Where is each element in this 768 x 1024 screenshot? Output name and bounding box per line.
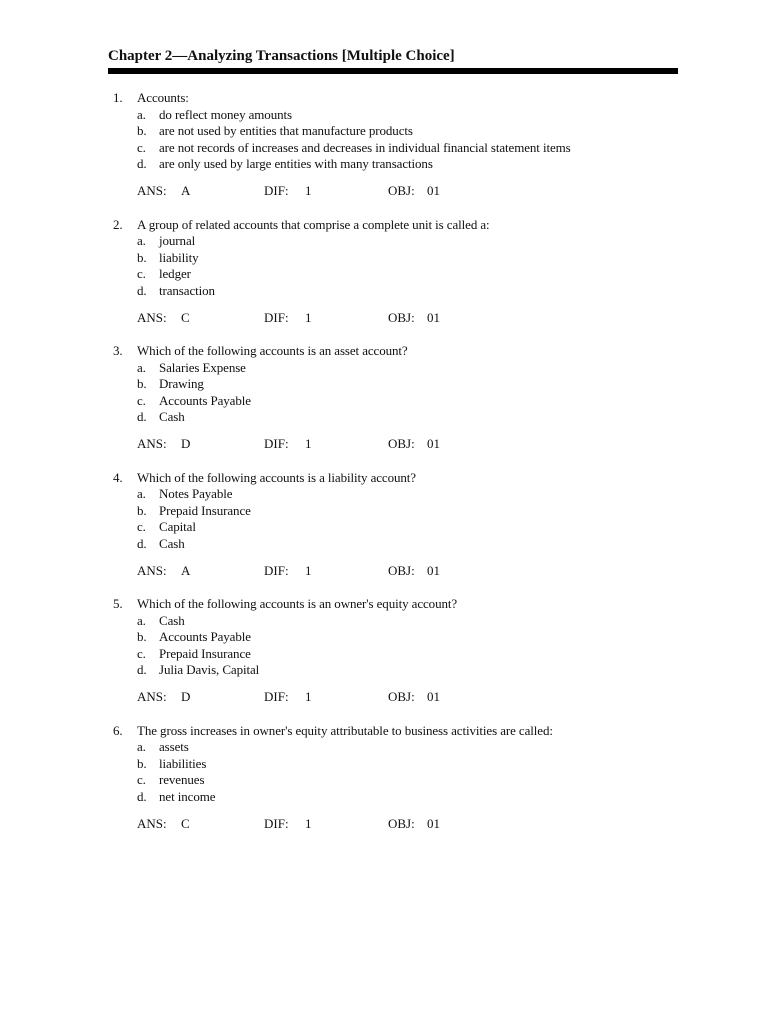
difficulty-label: DIF: <box>264 689 289 704</box>
option-text: transaction <box>159 282 215 298</box>
answer-key-row <box>137 816 657 833</box>
answer-option <box>108 283 678 300</box>
option-letter: a. <box>137 359 146 375</box>
option-letter: d. <box>137 788 147 804</box>
answer-key-row <box>137 183 657 200</box>
question-item <box>108 343 678 470</box>
option-text: Accounts Payable <box>159 629 251 644</box>
answer-label: ANS: <box>137 309 167 325</box>
answer-option <box>108 503 678 520</box>
objective-label: OBJ: <box>388 436 415 451</box>
answer-option <box>108 266 678 283</box>
answer-value: D <box>181 436 191 451</box>
option-text: Cash <box>159 612 185 628</box>
objective-value: 01 <box>427 562 440 578</box>
question-item <box>108 470 678 597</box>
option-text: are only used by large entities with many transactions <box>159 156 433 171</box>
answer-label: ANS: <box>137 562 167 578</box>
option-text: Salaries Expense <box>159 359 246 375</box>
option-text: Cash <box>159 535 185 551</box>
difficulty-value: 1 <box>305 562 312 578</box>
option-text: do reflect money amounts <box>159 106 292 122</box>
question-stem <box>108 90 678 107</box>
answer-option <box>108 376 678 393</box>
question-number: 4. <box>113 469 123 485</box>
answer-option <box>108 107 678 124</box>
question-number: 2. <box>113 216 123 232</box>
objective-label: OBJ: <box>388 183 415 198</box>
option-text: Accounts Payable <box>159 392 251 408</box>
answer-option <box>108 646 678 663</box>
answer-option <box>108 613 678 630</box>
option-text: liability <box>159 249 199 265</box>
option-list <box>108 739 678 805</box>
option-letter: c. <box>137 772 146 787</box>
option-letter: c. <box>137 139 146 155</box>
answer-option <box>108 519 678 536</box>
difficulty-label: DIF: <box>264 309 289 325</box>
question-stem <box>108 343 678 360</box>
option-text: Prepaid Insurance <box>159 645 251 661</box>
question-number: 6. <box>113 722 123 738</box>
option-text: net income <box>159 788 216 804</box>
answer-option <box>108 772 678 789</box>
option-letter: c. <box>137 392 146 408</box>
option-text: Cash <box>159 409 185 424</box>
difficulty-label: DIF: <box>264 815 289 831</box>
answer-label: ANS: <box>137 815 167 831</box>
difficulty-value: 1 <box>305 309 312 325</box>
answer-option <box>108 662 678 679</box>
option-letter: d. <box>137 662 147 677</box>
answer-option <box>108 756 678 773</box>
question-item <box>108 723 678 850</box>
difficulty-label: DIF: <box>264 436 289 451</box>
question-text: Which of the following accounts is an owner's equity account? <box>137 596 458 611</box>
option-letter: b. <box>137 249 147 265</box>
option-list <box>108 613 678 679</box>
option-text: Prepaid Insurance <box>159 502 251 518</box>
option-letter: d. <box>137 282 147 298</box>
answer-option <box>108 629 678 646</box>
option-letter: b. <box>137 376 147 391</box>
page-title: Chapter 2—Analyzing Transactions [Multiple Choice] <box>108 48 455 64</box>
option-letter: a. <box>137 106 146 122</box>
objective-value: 01 <box>427 309 440 325</box>
question-number: 5. <box>113 596 123 611</box>
question-stem <box>108 596 678 613</box>
option-text: journal <box>159 233 196 248</box>
objective-value: 01 <box>427 183 440 198</box>
option-text: Julia Davis, Capital <box>159 662 260 677</box>
difficulty-value: 1 <box>305 689 312 704</box>
answer-value: A <box>181 183 191 198</box>
option-text: Drawing <box>159 376 204 391</box>
option-letter: d. <box>137 409 147 424</box>
answer-option <box>108 739 678 756</box>
answer-option <box>108 789 678 806</box>
option-list <box>108 360 678 426</box>
answer-option <box>108 123 678 140</box>
difficulty-label: DIF: <box>264 183 289 198</box>
question-number: 3. <box>113 343 123 358</box>
option-letter: d. <box>137 156 147 171</box>
option-letter: a. <box>137 486 146 501</box>
answer-option <box>108 536 678 553</box>
objective-value: 01 <box>427 436 440 451</box>
objective-value: 01 <box>427 689 440 704</box>
answer-option <box>108 233 678 250</box>
option-text: ledger <box>159 266 191 281</box>
option-letter: b. <box>137 502 147 518</box>
answer-option <box>108 409 678 426</box>
answer-label: ANS: <box>137 436 167 451</box>
objective-label: OBJ: <box>388 309 415 325</box>
option-text: are not records of increases and decreases in individual financial statement items <box>159 139 571 155</box>
option-text: assets <box>159 739 189 754</box>
answer-value: A <box>181 562 191 578</box>
option-letter: a. <box>137 612 146 628</box>
question-item <box>108 596 678 723</box>
question-text: Which of the following accounts is an asset account? <box>137 343 408 358</box>
objective-value: 01 <box>427 815 440 831</box>
answer-key-row <box>137 563 657 580</box>
option-letter: a. <box>137 233 146 248</box>
option-text: liabilities <box>159 755 207 771</box>
answer-label: ANS: <box>137 689 167 704</box>
answer-option <box>108 393 678 410</box>
question-text: Accounts: <box>137 90 189 105</box>
answer-option <box>108 156 678 173</box>
question-stem <box>108 723 678 740</box>
answer-key-row <box>137 689 657 706</box>
option-list <box>108 107 678 173</box>
question-text: The gross increases in owner's equity attributable to business activities are called: <box>137 722 553 738</box>
option-list <box>108 486 678 552</box>
difficulty-value: 1 <box>305 183 312 198</box>
option-letter: c. <box>137 645 146 661</box>
answer-option <box>108 140 678 157</box>
difficulty-value: 1 <box>305 436 312 451</box>
option-letter: c. <box>137 519 146 534</box>
page-header <box>108 47 678 74</box>
option-letter: c. <box>137 266 146 281</box>
header-rule <box>108 68 678 74</box>
answer-option <box>108 360 678 377</box>
option-letter: b. <box>137 123 147 138</box>
answer-key-row <box>137 310 657 327</box>
question-stem <box>108 470 678 487</box>
question-item <box>108 90 678 217</box>
objective-label: OBJ: <box>388 689 415 704</box>
answer-value: C <box>181 815 190 831</box>
option-letter: d. <box>137 535 147 551</box>
objective-label: OBJ: <box>388 562 415 578</box>
question-number: 1. <box>113 90 123 105</box>
answer-option <box>108 486 678 503</box>
question-list <box>108 90 678 849</box>
option-text: Capital <box>159 519 196 534</box>
option-letter: a. <box>137 739 146 754</box>
difficulty-label: DIF: <box>264 562 289 578</box>
question-text: Which of the following accounts is a liability account? <box>137 469 416 485</box>
question-stem <box>108 217 678 234</box>
option-text: Notes Payable <box>159 486 233 501</box>
question-item <box>108 217 678 344</box>
option-letter: b. <box>137 629 147 644</box>
option-text: are not used by entities that manufacture products <box>159 123 413 138</box>
question-text: A group of related accounts that comprise a complete unit is called a: <box>137 216 490 232</box>
answer-value: C <box>181 309 190 325</box>
answer-key-row <box>137 436 657 453</box>
answer-label: ANS: <box>137 183 167 198</box>
answer-value: D <box>181 689 191 704</box>
difficulty-value: 1 <box>305 815 312 831</box>
objective-label: OBJ: <box>388 815 415 831</box>
option-text: revenues <box>159 772 205 787</box>
option-list <box>108 233 678 299</box>
answer-option <box>108 250 678 267</box>
option-letter: b. <box>137 755 147 771</box>
